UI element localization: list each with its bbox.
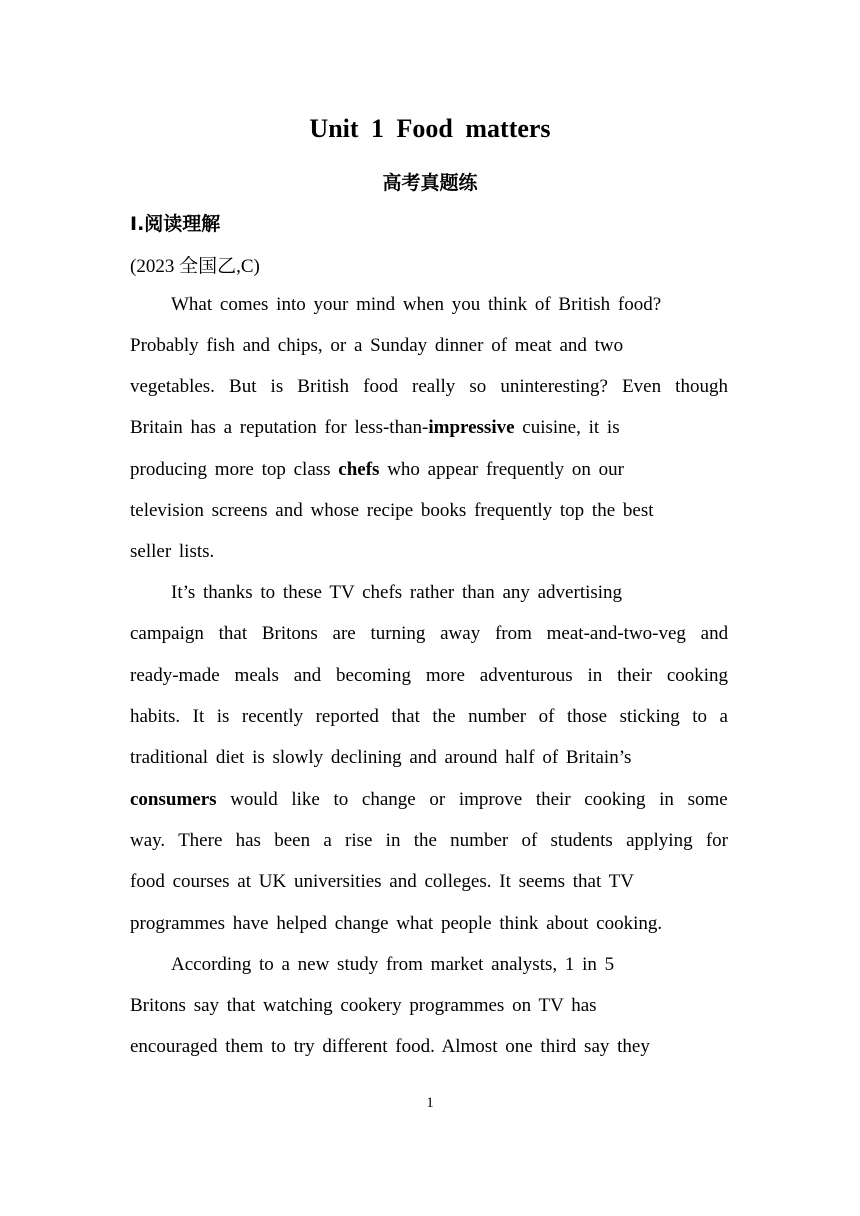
text-span: What comes into your mind when you think of British food? — [171, 294, 662, 315]
passage-line — [130, 416, 620, 440]
text-span: would like to change or improve their cooking in some — [216, 789, 728, 810]
bold-word: consumers — [130, 789, 217, 810]
passage-line — [130, 499, 654, 523]
passage-line — [130, 334, 623, 358]
text-span: food courses at UK universities and colleges. It seems that TV — [130, 871, 635, 892]
text-span: encouraged them to try different food. Almost one third say they — [130, 1036, 650, 1057]
text-span: campaign that Britons are turning away from meat-and-two-veg and — [130, 623, 729, 644]
text-span: ready-made meals and becoming more adventurous in their cooking — [130, 665, 729, 686]
passage-line — [130, 375, 728, 399]
text-span: television screens and whose recipe books frequently top the best — [130, 500, 654, 521]
page-title: Unit 1 Food matters — [309, 114, 551, 143]
bold-word: chefs — [338, 459, 380, 480]
page-subtitle: 高考真题练 — [382, 172, 478, 194]
passage-line — [130, 870, 634, 894]
passage-line — [130, 829, 728, 853]
text-span: It’s thanks to these TV chefs rather than any advertising — [171, 582, 623, 603]
page-number: 1 — [426, 1095, 434, 1111]
text-span: According to a new study from market analysts, 1 in 5 — [171, 954, 615, 975]
passage-line — [130, 705, 728, 729]
passage-line — [130, 746, 631, 770]
source-note: (2023 全国乙,C) — [130, 256, 260, 277]
text-span: way. There has been a rise in the number of students applying for — [130, 830, 728, 851]
text-span: programmes have helped change what people think about cooking. — [130, 913, 663, 934]
passage-line — [171, 293, 661, 317]
passage-line — [171, 953, 614, 977]
passage-line — [130, 622, 728, 646]
text-span: seller lists. — [130, 541, 215, 562]
passage-line — [130, 540, 214, 564]
text-span: cuisine, it is — [514, 417, 620, 438]
section-heading: Ⅰ.阅读理解 — [130, 213, 221, 235]
text-span: habits. It is recently reported that the number of those sticking to a — [130, 706, 728, 727]
passage-line — [130, 458, 624, 482]
bold-word: impressive — [428, 417, 515, 438]
passage-line — [130, 912, 662, 936]
text-span: traditional diet is slowly declining and around half of Britain’s — [130, 747, 632, 768]
text-span: Britain has a reputation for less-than- — [130, 417, 429, 438]
text-span: vegetables. But is British food really so uninteresting? Even though — [130, 376, 728, 397]
passage-line — [130, 1035, 650, 1059]
passage-line — [171, 581, 622, 605]
text-span: who appear frequently on our — [379, 459, 624, 480]
passage-line — [130, 788, 728, 812]
passage-line — [130, 664, 728, 688]
text-span: Britons say that watching cookery programmes on TV has — [130, 995, 597, 1016]
text-span: producing more top class — [130, 459, 339, 480]
text-span: Probably fish and chips, or a Sunday dinner of meat and two — [130, 335, 624, 356]
passage-line — [130, 994, 597, 1018]
